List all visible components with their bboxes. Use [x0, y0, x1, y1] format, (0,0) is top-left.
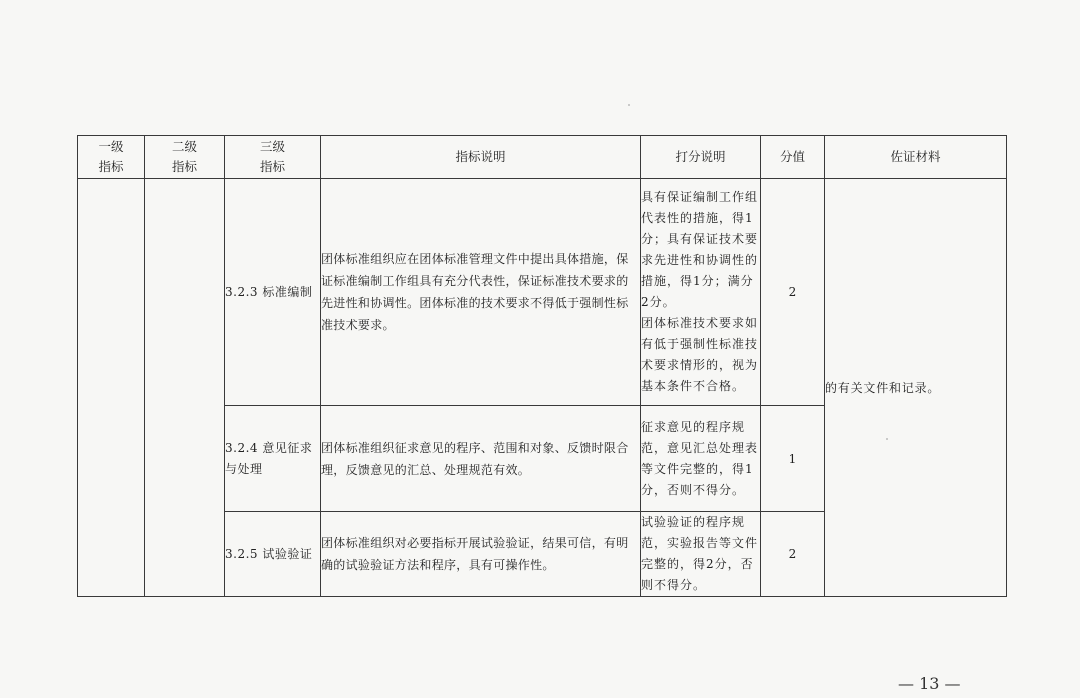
scan-speck: [886, 438, 888, 440]
description-cell: 团体标准组织征求意见的程序、范围和对象、反馈时限合理，反馈意见的汇总、处理规范有效。: [321, 406, 641, 512]
scoring-cell: [641, 406, 761, 512]
scoring-cell: [641, 512, 761, 597]
score-cell: 1: [761, 406, 825, 512]
header-row: [78, 136, 1007, 179]
description-cell: 团体标准组织对必要指标开展试验验证，结果可信，有明确的试验验证方法和程序，具有可操作性。: [321, 512, 641, 597]
scoring-text: 试验验证的程序规范，实验报告等文件完整的，得2分，否则不得分。: [641, 515, 759, 592]
page-number: — 13 —: [898, 674, 961, 693]
score-cell: 2: [761, 512, 825, 597]
scoring-text: 团体标准技术要求如有低于强制性标准技术要求情形的，视为基本条件不合格。: [641, 316, 759, 393]
score-cell: 2: [761, 179, 825, 406]
scoring-text: 具有保证编制工作组代表性的措施，得1分；具有保证技术要求先进性和协调性的措施，得1分；满分2分。: [641, 190, 759, 309]
header-scoring: 打分说明: [641, 136, 761, 179]
description-cell: 团体标准组织应在团体标准管理文件中提出具体措施，保证标准编制工作组具有充分代表性，保证标准技术要求的先进性和协调性。团体标准的技术要求不得低于强制性标准技术要求。: [321, 179, 641, 406]
level3-cell: 3.2.4 意见征求与处理: [225, 406, 321, 512]
scoring-cell: [641, 179, 761, 406]
header-level3: 三级 指标: [225, 136, 321, 179]
level3-cell: 3.2.3 标准编制: [225, 179, 321, 406]
header-description: 指标说明: [321, 136, 641, 179]
scoring-text: 征求意见的程序规范，意见汇总处理表等文件完整的，得1分，否则不得分。: [641, 419, 759, 497]
table-row: [78, 179, 1007, 406]
level1-cell: [78, 179, 145, 597]
header-level1: 一级 指标: [78, 136, 145, 179]
evidence-cell: 的有关文件和记录。: [825, 179, 1007, 597]
scan-speck: [628, 104, 630, 106]
level3-cell: 3.2.5 试验验证: [225, 512, 321, 597]
header-evidence: 佐证材料: [825, 136, 1007, 179]
indicator-table: [77, 135, 1007, 597]
level2-cell: [145, 179, 225, 597]
header-score: 分值: [761, 136, 825, 179]
header-level2: 二级 指标: [145, 136, 225, 179]
